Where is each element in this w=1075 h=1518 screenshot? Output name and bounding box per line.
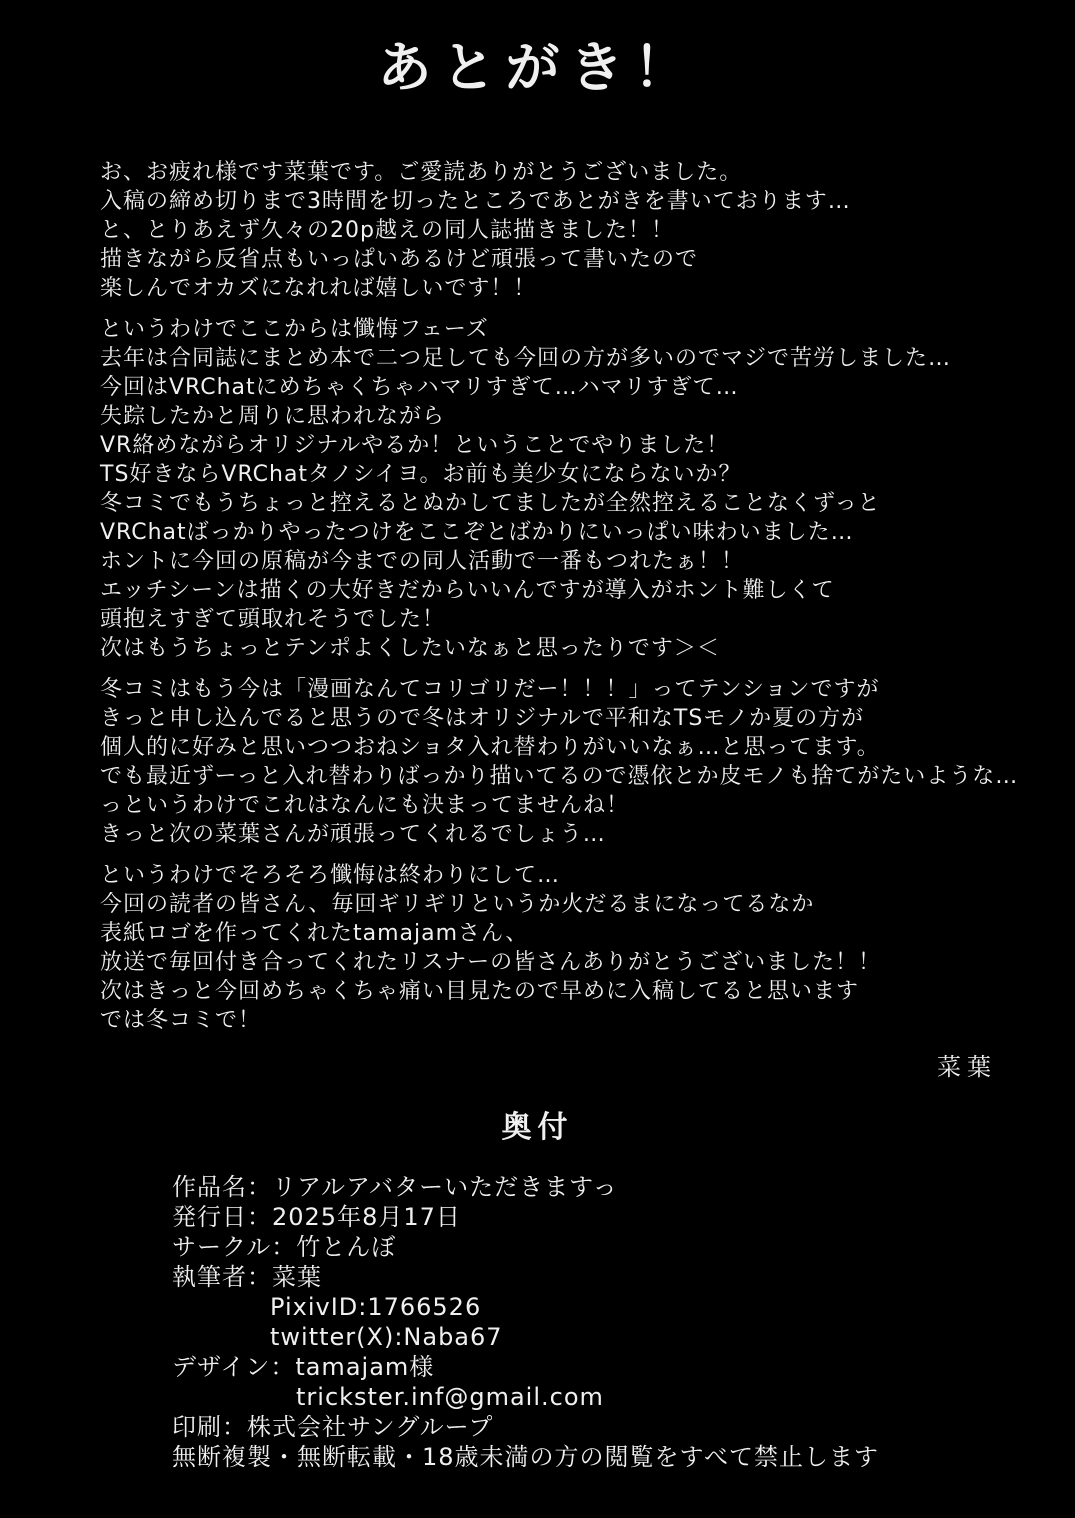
text-line: きっと申し込んでると思うので冬はオリジナルで平和なTSモノか夏の方が [100,706,865,731]
text-line: 表紙ロゴを作ってくれたtamajamさん、 [100,921,529,946]
paragraph [100,861,1045,1035]
paragraph [100,158,1045,303]
text-line: でも最近ずーっと入れ替わりばっかり描いてるので憑依とか皮モノも捨てがたいような… [100,764,1019,789]
text-line: と、とりあえず久々の20p越えの同人誌描きました！！ [100,218,674,243]
text-line: っというわけでこれはなんにも決まってませんね！ [100,793,630,818]
paragraph [100,675,1045,849]
colophon-line: twitter(X):Naba67 [270,1323,503,1351]
text-line: というわけでここからは懺悔フェーズ [100,317,489,342]
text-line: 次はきっと今回めちゃくちゃ痛い目見たので早めに入稿してると思います [100,979,860,1004]
text-line: 去年は合同誌にまとめ本で二つ足しても今回の方が多いのでマジで苦労しました… [100,346,952,371]
text-line: TS好きならVRChatタノシイヨ。お前も美少女にならないか？ [100,462,742,487]
page-title: あとがき！ [377,36,698,99]
text-line: 楽しんでオカズになれれば嬉しいです！！ [100,276,537,301]
text-line: お、お疲れ様です菜葉です。ご愛読ありがとうございました。 [100,160,743,185]
text-line: 次はもうちょっとテンポよくしたいなぁと思ったりです＞＜ [100,636,720,661]
colophon-heading: 奥付 [501,1110,574,1145]
text-line: 今回の読者の皆さん、毎回ギリギリというか火だるまになってるなか [100,892,815,917]
text-line: 入稿の締め切りまで3時間を切ったところであとがきを書いております… [100,189,851,214]
author-signature: 菜葉 [937,1053,997,1081]
text-line: ホントに今回の原稿が今までの同人活動で一番もつれたぁ！！ [100,549,745,574]
colophon-line: 印刷：株式会社サングループ [172,1413,494,1441]
colophon-line: 作品名：リアルアバターいただきますっ [172,1173,618,1201]
text-line: VR絡めながらオリジナルやるか！ということでやりました！ [100,433,730,458]
text-line: 個人的に好みと思いつつおねショタ入れ替わりがいいなぁ…と思ってます。 [100,735,880,760]
text-line: VRChatばっかりやったつけをここぞとばかりにいっぱい味わいました… [100,520,854,545]
text-line: きっと次の菜葉さんが頑張ってくれるでしょう… [100,822,606,847]
colophon-line: 発行日：2025年8月17日 [172,1203,461,1231]
afterword-body [100,158,1045,1035]
text-line: では冬コミで！ [100,1008,262,1033]
text-line: 失踪したかと周りに思われながら [100,404,446,429]
colophon-line: trickster.inf@gmail.com [296,1383,604,1411]
text-line: 冬コミでもうちょっと控えるとぬかしてましたが全然控えることなくずっと [100,491,881,516]
text-line: 放送で毎回付き合ってくれたリスナーの皆さんありがとうございました！！ [100,950,882,975]
text-line: 今回はVRChatにめちゃくちゃハマリすぎて…ハマリすぎて… [100,375,739,400]
text-line: 頭抱えすぎて頭取れそうでした！ [100,607,446,632]
text-line: 描きながら反省点もいっぱいあるけど頑張って書いたので [100,247,699,272]
colophon-line: 無断複製・無断転載・18歳未満の方の閲覧をすべて禁止します [172,1443,880,1471]
text-line: というわけでそろそろ懺悔は終わりにして… [100,863,561,888]
colophon-line: デザイン：tamajam様 [172,1353,435,1381]
text-line: 冬コミはもう今は「漫画なんてコリゴリだー！！！」ってテンションですが [100,677,880,702]
colophon-line: サークル：竹とんぼ [172,1233,397,1261]
paragraph [100,315,1045,663]
colophon-line: PixivID:1766526 [270,1293,482,1321]
text-line: エッチシーンは描くの大好きだからいいんですが導入がホント難しくて [100,578,835,603]
colophon-line: 執筆者：菜葉 [172,1263,322,1291]
colophon-block [172,1172,1045,1472]
